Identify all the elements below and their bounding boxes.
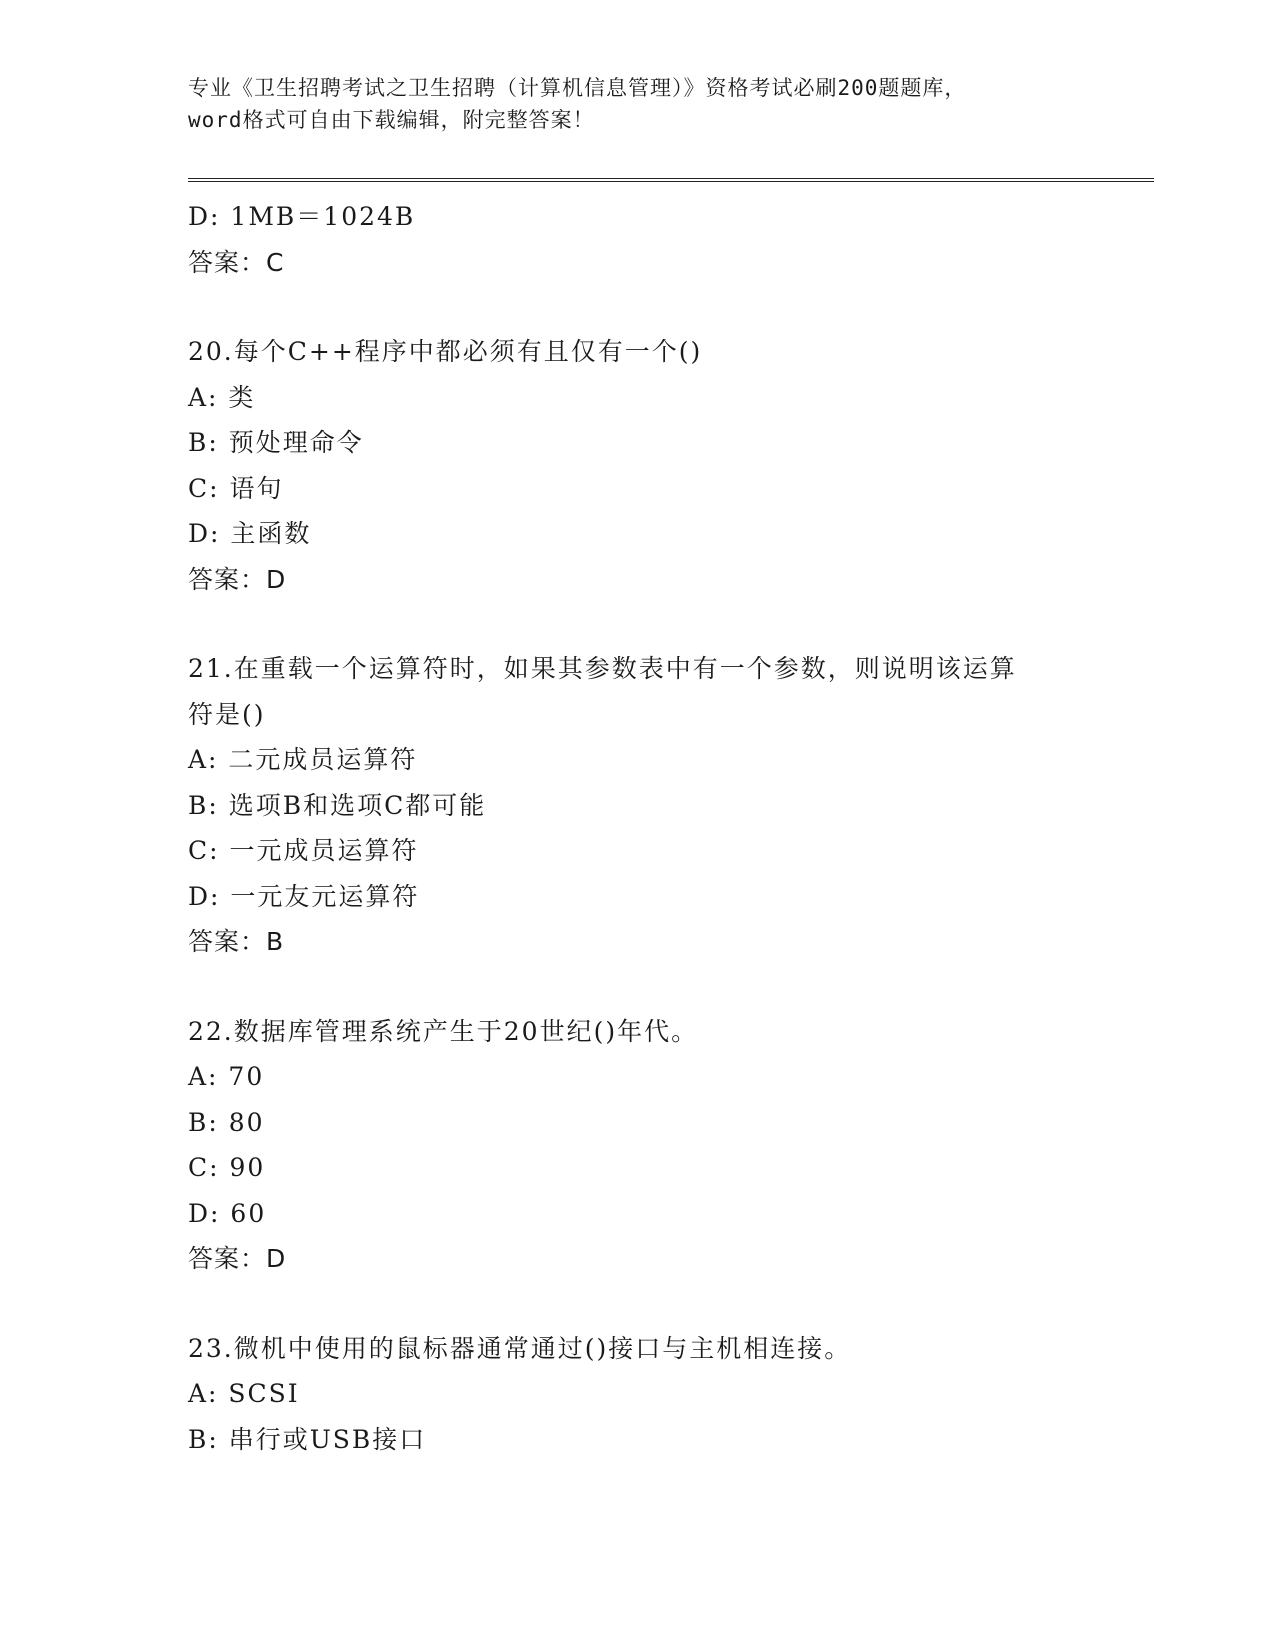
option-c: C: 一元成员运算符 — [188, 836, 419, 865]
question-stem: 20.每个C++程序中都必须有且仅有一个() — [188, 337, 703, 366]
option-a: A: 类 — [188, 382, 256, 412]
question-22 — [188, 1009, 1088, 1282]
option-a: A: SCSI — [188, 1379, 300, 1408]
answer-label: 答案：C — [188, 247, 285, 277]
question-21 — [188, 646, 1088, 965]
option-a: A: 二元成员运算符 — [188, 745, 418, 774]
option-d: D: 1MB＝1024B — [188, 202, 416, 231]
option-d: D: 主函数 — [188, 519, 312, 548]
option-d: D: 一元友元运算符 — [188, 881, 420, 911]
option-a: A: 70 — [188, 1062, 265, 1091]
option-b: B: 预处理命令 — [188, 428, 364, 457]
question-20 — [188, 329, 1088, 602]
question-23 — [188, 1326, 1088, 1463]
option-c: C: 90 — [188, 1153, 266, 1182]
header-divider — [188, 178, 1154, 182]
option-d: D: 60 — [188, 1198, 267, 1228]
option-c: C: 语句 — [188, 473, 284, 503]
header-title-line-1: 专业《卫生招聘考试之卫生招聘（计算机信息管理）》资格考试必刷200题题库， — [188, 76, 967, 100]
answer-label: 答案：D — [188, 564, 287, 594]
header-title-line-2: word格式可自由下载编辑，附完整答案！ — [188, 108, 595, 132]
answer-label: 答案：B — [188, 927, 285, 956]
question-stem: 23.微机中使用的鼠标器通常通过()接口与主机相连接。 — [188, 1333, 852, 1363]
document-header — [188, 72, 1088, 136]
answer-label: 答案：D — [188, 1244, 287, 1273]
option-b: B: 选项B和选项C都可能 — [188, 790, 487, 820]
question-stem-line-2: 符是() — [188, 699, 266, 729]
question-stem: 22.数据库管理系统产生于20世纪()年代。 — [188, 1016, 699, 1046]
document-body — [188, 194, 1088, 1462]
question-stem-line-1: 21.在重载一个运算符时，如果其参数表中有一个参数，则说明该运算 — [188, 654, 1017, 683]
option-b: B: 串行或USB接口 — [188, 1424, 427, 1454]
previous-question-tail — [188, 194, 1088, 285]
option-b: B: 80 — [188, 1107, 265, 1137]
